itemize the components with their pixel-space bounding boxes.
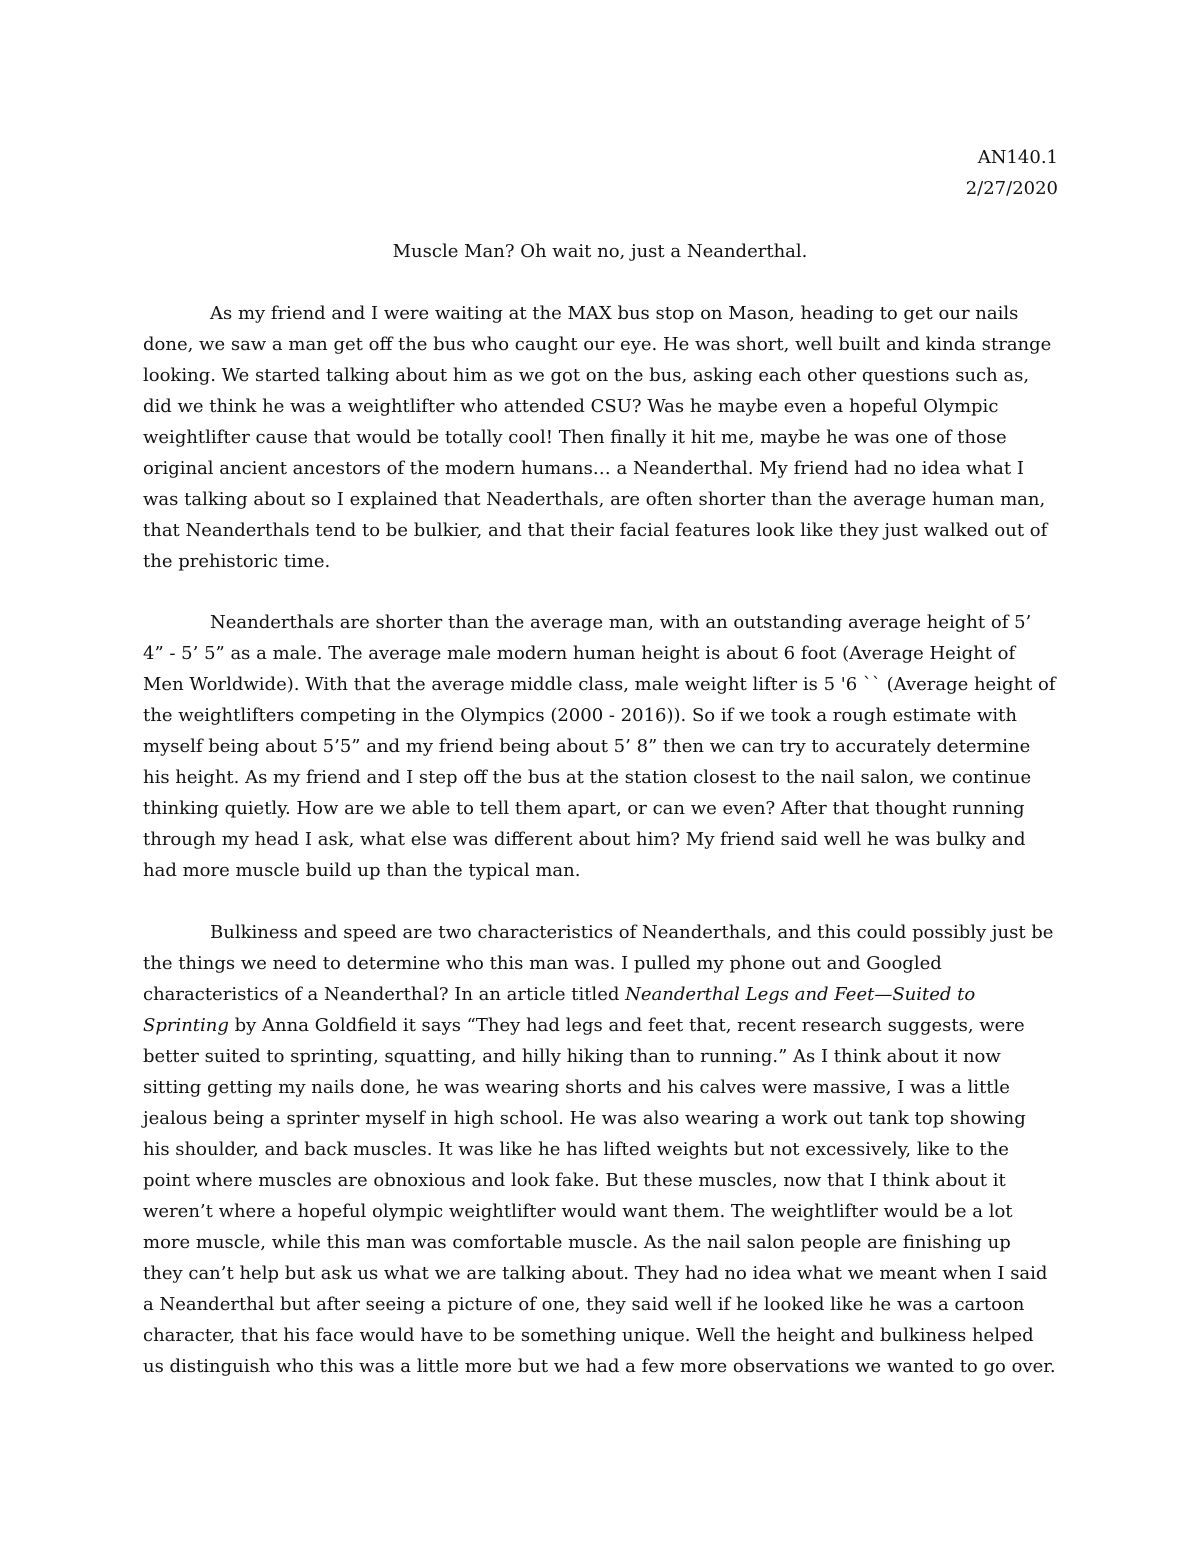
paragraph-3-after: by Anna Goldfield it says “They had legs and feet that, recent research suggests, were better suited to sprinting, squatting, and hilly hiking than to running.” As I think about it now sitting getting my nails done, he was wearing shorts and his calves were massive, I was a little jealous being a sprinter myself in high school. He was also wearing a work out tank top showing his shoulder, and back muscles. It was like he has lifted weights but not excessively, like to the point where muscles are obnoxious and look fake. But these muscles, now that I think about it weren’t where a hopeful olympic weightlifter would want them. The weightlifter would be a lot more muscle, while this man was comfortable muscle. As the nail salon people are finishing up they can’t help but ask us what we are talking about. They had no idea what we meant when I said a Neanderthal but after seeing a picture of one, they said well if he looked like he was a cartoon character, that his face would have to be something unique. Well the height and bulkiness helped us distinguish who this was a little more but we had a few more observations we wanted to go over. [143, 1015, 1056, 1377]
paragraph-2 [143, 607, 1056, 886]
document-date: 2/27/2020 [965, 178, 1058, 199]
paragraph-2-text: Neanderthals are shorter than the average man, with an outstanding average height of 5’ 4” - 5’ 5” as a male. The average male modern human height is about 6 foot (Average Height of Men Worldwide). With that the average middle class, male weight lifter is 5 '6 `` (Average height of the weightlifters competing in the Olympics (2000 - 2016)). So if we took a rough estimate with myself being about 5’5” and my friend being about 5’ 8” then we can try to accurately determine his height. As my friend and I step off the bus at the station closest to the nail salon, we continue thinking quietly. How are we able to tell them apart, or can we even? After that thought running through my head I ask, what else was different about him? My friend said well he was bulky and had more muscle build up than the typical man. [143, 612, 1056, 881]
article-title: Neanderthal Legs and Feet—Suited to Sprinting [143, 984, 976, 1036]
paragraph-3 [143, 917, 1056, 1382]
essay-title: Muscle Man? Oh wait no, just a Neanderthal. [392, 241, 808, 262]
paragraph-1-text: As my friend and I were waiting at the MAX bus stop on Mason, heading to get our nails done, we saw a man get off the bus who caught our eye. He was short, well built and kinda strange looking. We started talking about him as we got on the bus, asking each other questions such as, did we think he was a weightlifter who attended CSU? Was he maybe even a hopeful Olympic weightlifter cause that would be totally cool! Then finally it hit me, maybe he was one of those original ancient ancestors of the modern humans… a Neanderthal. My friend had no idea what I was talking about so I explained that Neaderthals, are often shorter than the average human man, that Neanderthals tend to be bulkier, and that their facial features look like they just walked out of the prehistoric time. [143, 303, 1052, 572]
paragraph-1 [143, 298, 1056, 577]
paragraph-3-before: Bulkiness and speed are two characteristics of Neanderthals, and this could possibly just be the things we need to determine who this man was. I pulled my phone out and Googled characteristics of a Neanderthal? In an article titled [143, 922, 1054, 1005]
course-code: AN140.1 [977, 147, 1058, 168]
paragraph-3-text [143, 917, 1056, 1382]
header-block [966, 142, 1058, 204]
